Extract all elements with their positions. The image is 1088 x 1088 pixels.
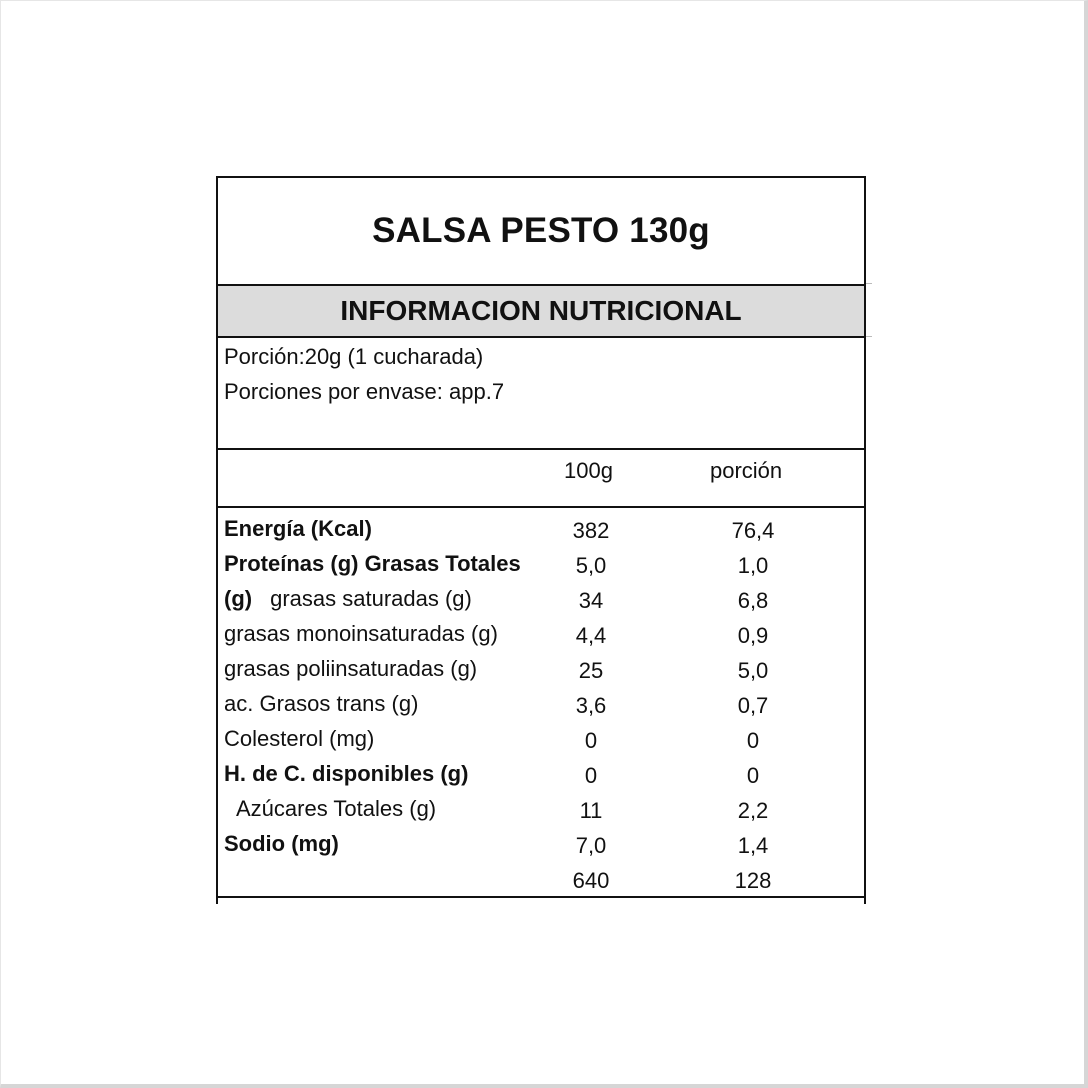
table-row — [218, 722, 864, 756]
value-100g: 25 — [578, 658, 604, 683]
serving-info — [218, 338, 864, 450]
nutrient-name: H. de C. disponibles (g) — [224, 761, 469, 786]
table-row — [218, 582, 864, 616]
value-100g: 0 — [584, 728, 598, 753]
value-100g: 0 — [584, 763, 598, 788]
nutrient-name: ac. Grasos trans (g) — [224, 691, 419, 716]
value-portion: 2,2 — [737, 798, 769, 823]
value-portion: 0,9 — [737, 623, 769, 648]
table-row — [218, 862, 864, 896]
value-100g: 7,0 — [575, 833, 607, 858]
nutrient-name: Sodio (mg) — [224, 831, 339, 856]
value-100g: 3,6 — [575, 693, 607, 718]
value-100g: 382 — [572, 518, 610, 543]
nutrient-name: grasas saturadas (g) — [270, 586, 472, 611]
table-row — [218, 617, 864, 651]
table-row — [218, 512, 864, 546]
bottom-rule — [216, 896, 866, 898]
nutrient-name: Energía (Kcal) — [224, 516, 372, 541]
value-100g: 640 — [572, 868, 610, 893]
nutrient-name: Azúcares Totales (g) — [236, 796, 437, 821]
column-portion: porción — [710, 458, 783, 483]
column-100g: 100g — [564, 458, 613, 483]
servings-per-package: Porciones por envase: app.7 — [224, 379, 505, 404]
column-header — [218, 450, 864, 508]
product-title: SALSA PESTO 130g — [218, 178, 864, 286]
nutrient-name-group — [224, 586, 472, 612]
table-row — [218, 547, 864, 581]
nutrient-name: Proteínas (g) Grasas Totales — [224, 551, 521, 576]
value-100g: 4,4 — [575, 623, 607, 648]
nutrient-name: Colesterol (mg) — [224, 726, 375, 751]
table-row — [218, 687, 864, 721]
value-100g: 11 — [579, 798, 603, 823]
banner-edge — [866, 283, 872, 337]
value-100g: 34 — [578, 588, 604, 613]
value-portion: 1,4 — [737, 833, 769, 858]
value-portion: 1,0 — [737, 553, 769, 578]
table-row — [218, 652, 864, 686]
value-100g: 5,0 — [575, 553, 607, 578]
table-row — [218, 757, 864, 791]
nutrient-name: grasas monoinsaturadas (g) — [224, 621, 498, 646]
value-portion: 0 — [746, 763, 760, 788]
nutrient-unit: (g) — [224, 586, 253, 611]
value-portion: 5,0 — [737, 658, 769, 683]
serving-size: Porción:20g (1 cucharada) — [224, 344, 484, 369]
value-portion: 128 — [734, 868, 772, 893]
nutrient-name: grasas poliinsaturadas (g) — [224, 656, 478, 681]
table-row — [218, 792, 864, 826]
table-row — [218, 827, 864, 861]
value-portion: 0 — [746, 728, 760, 753]
value-portion: 76,4 — [731, 518, 775, 543]
nutrition-label — [216, 176, 866, 904]
nutrition-banner: INFORMACION NUTRICIONAL — [218, 286, 864, 338]
value-portion: 0,7 — [737, 693, 769, 718]
value-portion: 6,8 — [737, 588, 769, 613]
